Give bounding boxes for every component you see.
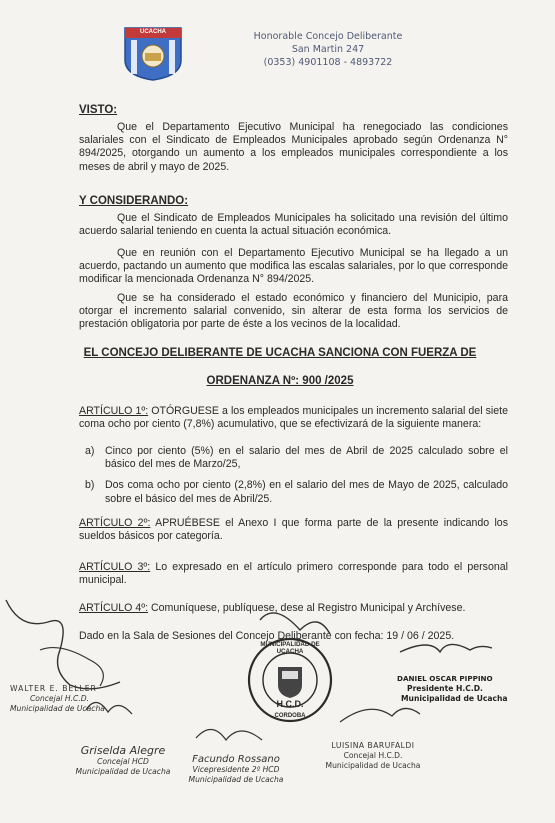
visto-text: Que el Departamento Ejecutivo Municipal ha renegociado las condiciones salariales con el Sindicato de Empleados Municipales aprobado según Ordenanza N° 894/2025, otorgando un aumento a los empleados municipales correspondiente a los meses de abril y mayo de 2025. — [79, 121, 508, 173]
signature-facundo — [176, 754, 296, 785]
articulo-label: ARTÍCULO 4º: — [79, 602, 149, 614]
signer-name: WALTER E. BELLER — [10, 684, 97, 693]
org-name: Honorable Concejo Deliberante — [253, 31, 403, 42]
articulo-label: ARTÍCULO 3º: — [79, 561, 151, 573]
logo-text: UCACHA — [140, 29, 166, 35]
articulo-label: ARTÍCULO 1º: — [79, 405, 149, 417]
signature-griselda — [63, 744, 183, 777]
signer-org: Municipalidad de Ucacha — [75, 767, 171, 776]
luisina-signature-stroke — [340, 708, 420, 722]
signer-name: DANIEL OSCAR PIPPINO — [397, 674, 493, 683]
signer-role: Concejal H.C.D. — [30, 694, 89, 703]
articulo-text: Lo expresado en el artículo primero corresponde para todo el personal municipal. — [79, 561, 508, 587]
signer-role: Concejal H.C.D. — [343, 751, 403, 760]
signer-org: Municipalidad de Ucacha — [325, 761, 421, 770]
seal-bottom-text: CORDOBA — [274, 713, 306, 719]
signer-name: LUISINA BARUFALDI — [331, 741, 415, 750]
list-item — [79, 479, 508, 505]
considerando-paragraph: Que se ha considerado el estado económico y financiero del Municipio, para otorgar el incremento salarial convenido, sin alterar de esta forma los servicios de prestación obligatoria por parte de éste a los vecinos de la localidad. — [79, 292, 508, 331]
municipal-logo — [121, 24, 185, 82]
articulo-1 — [79, 405, 508, 431]
item-text: Dos coma ocho por ciento (2,8%) en el salario del mes de Mayo de 2025, calculado sobre el básico del mes de Abril/25. — [105, 479, 508, 505]
official-seal — [247, 637, 333, 723]
articulo-3 — [79, 561, 508, 587]
articulo-text: APRUÉBESE el Anexo I que forma parte de la presente indicando los sueldos básicos por categoría. — [79, 517, 508, 543]
considerando-heading: Y CONSIDERANDO: — [79, 195, 189, 207]
letterhead — [228, 30, 428, 69]
list-item — [79, 445, 508, 471]
visto-heading: VISTO: — [79, 104, 118, 116]
signature-daniel — [397, 674, 537, 704]
item-marker: a) — [85, 445, 95, 457]
articulo-1-list — [79, 445, 508, 512]
ordenanza-number: ORDENANZA Nº: 900 /2025 — [206, 375, 354, 387]
articulo-2 — [79, 517, 508, 543]
org-phones: (0353) 4901108 - 4893722 — [263, 57, 393, 68]
signer-role: Presidente H.C.D. — [407, 684, 483, 693]
articulo-label: ARTÍCULO 2º: — [79, 517, 151, 529]
item-text: Cinco por ciento (5%) en el salario del mes de Abril de 2025 calculado sobre el básico del mes de Marzo/25, — [105, 445, 508, 471]
signer-name: Griselda Alegre — [80, 744, 166, 757]
articulo-text: Comuníquese, publíquese, dese al Registro Municipal y Archívese. — [150, 602, 466, 614]
considerando-paragraph: Que en reunión con el Departamento Ejecutivo Municipal se ha llegado a un acuerdo, pactando un aumento que modifica las escalas salariales, por lo que corresponde modificar la mencionada Ordenanza N° 894/2025. — [79, 247, 508, 286]
signer-org: Municipalidad de Ucacha — [188, 775, 284, 784]
walter-signature-stroke — [40, 648, 103, 686]
signature-luisina — [318, 741, 428, 771]
item-marker: b) — [85, 479, 95, 492]
signer-role: Vicepresidente 2º HCD — [192, 765, 280, 774]
considerando-paragraph: Que el Sindicato de Empleados Municipales ha solicitado una revisión del último acuerdo salarial teniendo en cuenta la actual situación económica. — [79, 212, 508, 238]
facundo-signature-stroke — [196, 729, 262, 740]
signature-walter — [10, 684, 130, 714]
signer-role: Concejal HCD — [97, 757, 149, 766]
signer-name: Facundo Rossano — [192, 754, 280, 765]
signer-org: Municipalidad de Ucacha — [10, 704, 105, 713]
dado-line: Dado en la Sala de Sesiones del Concejo Deliberante con fecha: 19 / 06 / 2025. — [79, 630, 455, 642]
seal-center-text: H.C.D. — [276, 699, 304, 709]
daniel-signature-stroke — [400, 644, 492, 652]
sanciona-line: EL CONCEJO DELIBERANTE DE UCACHA SANCIONA CON FUERZA DE — [83, 347, 477, 359]
seal-signature-stroke — [260, 613, 330, 634]
org-address: San Martin 247 — [291, 44, 365, 55]
articulo-text: OTÓRGUESE a los empleados municipales un incremento salarial del siete coma ocho por ciento (7,8%) acumulativo, que se efectivizará de la siguiente manera: — [79, 405, 508, 431]
signer-org: Municipalidad de Ucacha — [401, 694, 508, 703]
seal-top-text: MUNICIPALIDAD DE UCACHA — [260, 641, 320, 655]
